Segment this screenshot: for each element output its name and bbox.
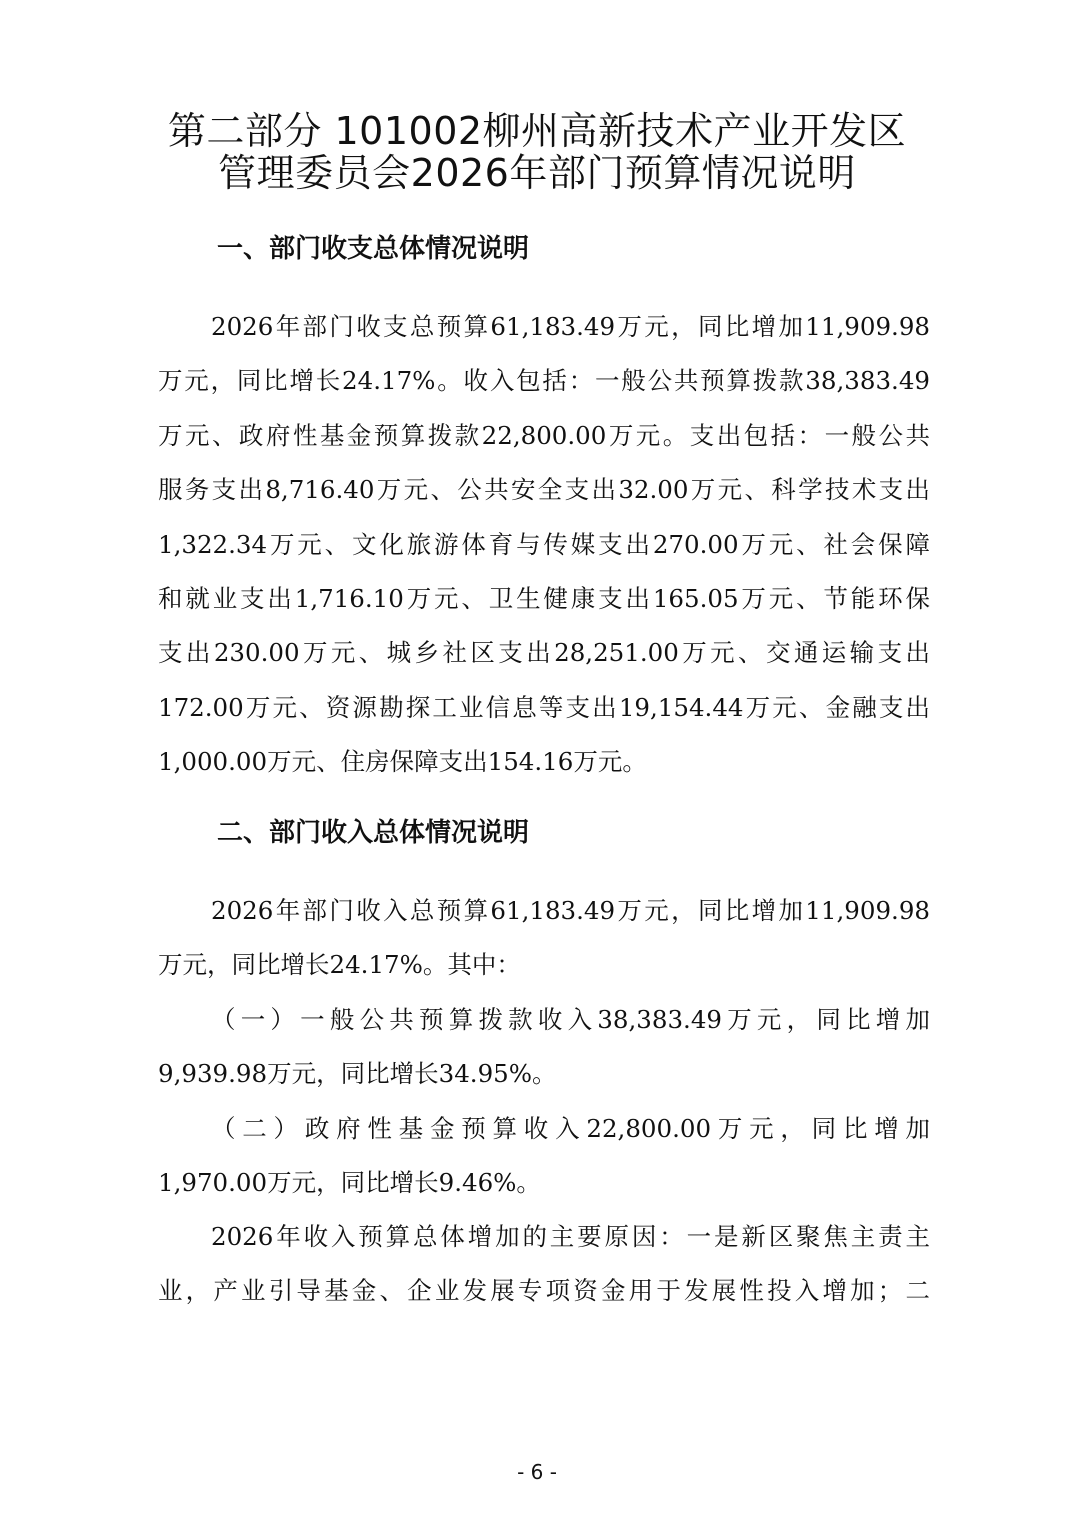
page-number: - 6 - (517, 1460, 557, 1484)
paragraph-line: 万元、政府性基金预算拨款22,800.00万元。支出包括：一般公共 (158, 420, 930, 450)
paragraph-line: 2026年部门收支总预算61,183.49万元，同比增加11,909.98 (211, 312, 930, 341)
paragraph-line: 和就业支出1,716.10万元、卫生健康支出165.05万元、节能环保 (158, 584, 930, 614)
paragraph-line: 服务支出8,716.40万元、公共安全支出32.00万元、科学技术支出 (158, 475, 930, 505)
section2-paragraph2 (158, 993, 930, 1102)
paragraph-line: （一）一般公共预算拨款收入38,383.49万元，同比增加 (211, 1005, 930, 1034)
paragraph-line: 1,000.00万元、住房保障支出154.16万元。 (158, 747, 647, 777)
paragraph-line: 9,939.98万元，同比增长34.95%。 (158, 1059, 557, 1089)
paragraph-line: 1,970.00万元，同比增长9.46%。 (158, 1168, 541, 1198)
section2-paragraph4 (158, 1210, 930, 1319)
paragraph-line: 支出230.00万元、城乡社区支出28,251.00万元、交通运输支出 (158, 638, 930, 668)
section2-paragraph1 (158, 884, 930, 993)
paragraph-line: 2026年部门收入总预算61,183.49万元，同比增加11,909.98 (211, 896, 930, 925)
section1-heading: 一、部门收支总体情况说明 (217, 234, 530, 264)
section2-heading: 二、部门收入总体情况说明 (217, 818, 530, 848)
section1-paragraph (158, 300, 930, 790)
document-title-line1: 第二部分 101002柳州高新技术产业开发区 (167, 109, 907, 153)
paragraph-line: 万元，同比增长24.17%。收入包括：一般公共预算拨款38,383.49 (158, 366, 930, 396)
paragraph-line: （二）政府性基金预算收入22,800.00万元，同比增加 (211, 1114, 930, 1143)
paragraph-line: 172.00万元、资源勘探工业信息等支出19,154.44万元、金融支出 (158, 692, 930, 722)
paragraph-line: 业，产业引导基金、企业发展专项资金用于发展性投入增加；二 (158, 1276, 930, 1306)
paragraph-line: 1,322.34万元、文化旅游体育与传媒支出270.00万元、社会保障 (158, 529, 930, 559)
paragraph-line: 2026年收入预算总体增加的主要原因：一是新区聚焦主责主 (211, 1222, 930, 1251)
section2-paragraph3 (158, 1102, 930, 1211)
document-title-line2: 管理委员会2026年部门预算情况说明 (218, 151, 856, 195)
paragraph-line: 万元，同比增长24.17%。其中： (158, 950, 521, 980)
